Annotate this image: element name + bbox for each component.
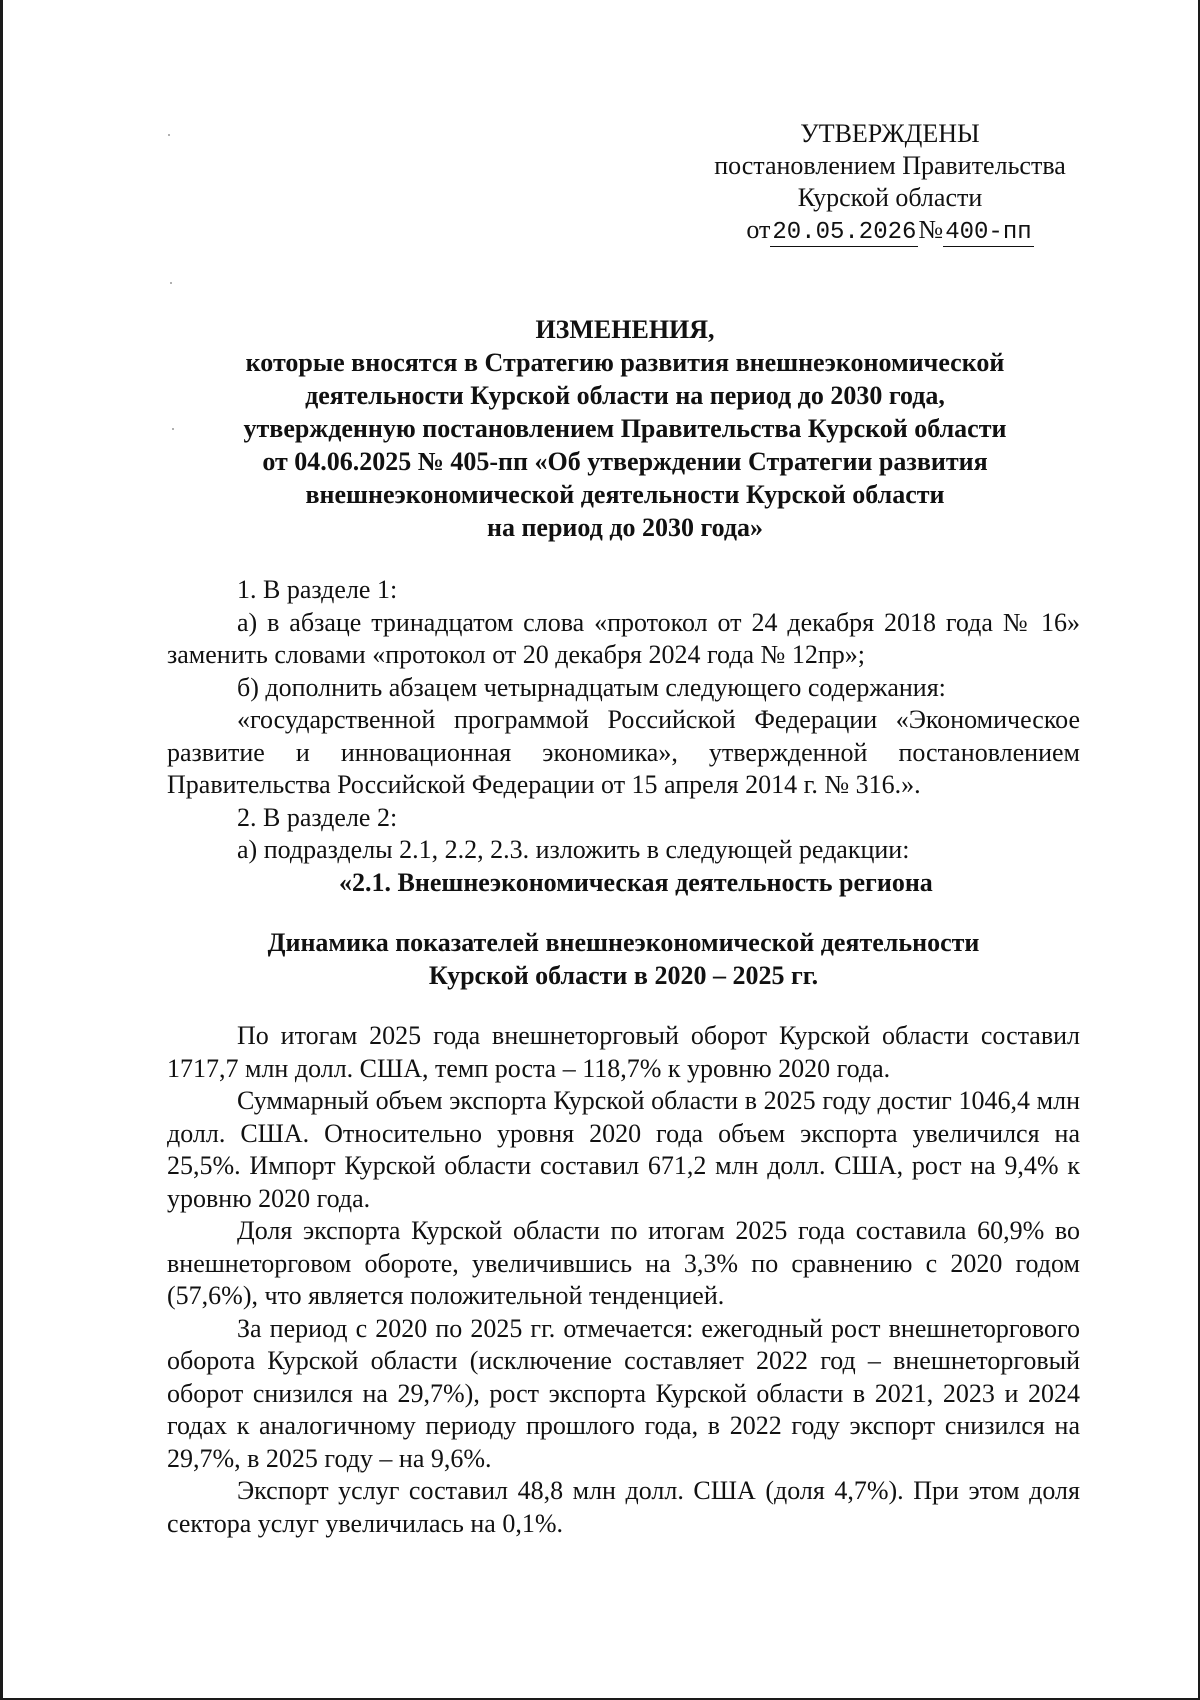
approval-stamp-block [690, 118, 1090, 249]
scan-speck [168, 134, 170, 136]
paragraph-item-a: а) в абзаце тринадцатом слова «протокол от 24 декабря 2018 года № 16» заменить словами «протокол от 20 декабря 2024 года № 12пр»; [167, 607, 1080, 669]
section-title-line: Курской области в 2020 – 2025 гг. [428, 960, 819, 990]
paragraph-trade-turnover: По итогам 2025 года внешнеторговый оборот Курской области составил 1717,7 млн долл. США, темп роста – 118,7% к уровню 2020 года. [167, 1021, 1080, 1083]
approval-date-number-line [690, 214, 1090, 249]
title-line: внешнеэкономической деятельности Курской области [305, 480, 945, 509]
paragraph-item-a-2: а) подразделы 2.1, 2.2, 2.3. изложить в следующей редакции: [237, 835, 910, 864]
paragraph-export-volume: Суммарный объем экспорта Курской области в 2025 году достиг 1046,4 млн долл. США. Относительно уровня 2020 года объем экспорта увеличился на 25,5%. Импорт Курской области составил 671,2 млн долл. США, рост на 9,4% к уровню 2020 года. [167, 1086, 1080, 1213]
section-title [167, 927, 1080, 992]
title-line: на период до 2030 года» [486, 513, 764, 542]
scan-border-left [0, 0, 3, 1700]
document-title-block [150, 313, 1100, 544]
document-body [167, 574, 1080, 1540]
paragraph-period-dynamics: За период с 2020 по 2025 гг. отмечается: ежегодный рост внешнеторгового оборота Курской области (исключение составляет 2022 год – внешнеторговый оборот снизился на 29,7%), рост экспорта Курской области в 2021, 2023 и 2024 годах к аналогичному периоду прошлого года, в 2022 году экспорт снизился на 29,7%, в 2025 году – на 9,6%. [167, 1313, 1080, 1473]
approval-region: Курской области [797, 183, 983, 212]
title-line: деятельности Курской области на период до 2030 года, [305, 381, 945, 410]
date-prefix: от [746, 215, 771, 244]
paragraph-quote-program: «государственной программой Российской Федерации «Экономическое развитие и инновационная экономика», утвержденной постановлением Правительства Российской Федерации от 15 апреля 2014 г. № 316.». [167, 705, 1080, 799]
paragraph-section-1: 1. В разделе 1: [237, 575, 398, 604]
approval-title: УТВЕРЖДЕНЫ [800, 119, 980, 148]
approval-issuer: постановлением Правительства [714, 151, 1066, 180]
subsection-heading: «2.1. Внешнеэкономическая деятельность региона [339, 867, 933, 897]
title-line: от 04.06.2025 № 405-пп «Об утверждении Стратегии развития [262, 447, 988, 476]
number-prefix: № [918, 215, 944, 244]
title-line: утвержденную постановлением Правительства Курской области [243, 414, 1007, 443]
paragraph-section-2: 2. В разделе 2: [237, 802, 398, 832]
section-title-line: Динамика показателей внешнеэкономической деятельности [267, 928, 980, 957]
paragraph-export-share: Доля экспорта Курской области по итогам 2025 года составила 60,9% во внешнеторговом обороте, увеличившись на 3,3% по сравнению с 2020 годом (57,6%), что является положительной тенденцией. [167, 1216, 1080, 1310]
document-heading: ИЗМЕНЕНИЯ, [535, 315, 715, 344]
approval-number: 400-пп [945, 219, 1032, 246]
scan-speck [170, 282, 172, 284]
title-line: которые вносятся в Стратегию развития внешнеэкономической [245, 348, 1005, 377]
approval-date: 20.05.2026 [772, 219, 917, 246]
paragraph-services-export: Экспорт услуг составил 48,8 млн долл. США (доля 4,7%). При этом доля сектора услуг увеличилась на 0,1%. [167, 1476, 1080, 1538]
paragraph-item-b: б) дополнить абзацем четырнадцатым следующего содержания: [237, 672, 946, 702]
